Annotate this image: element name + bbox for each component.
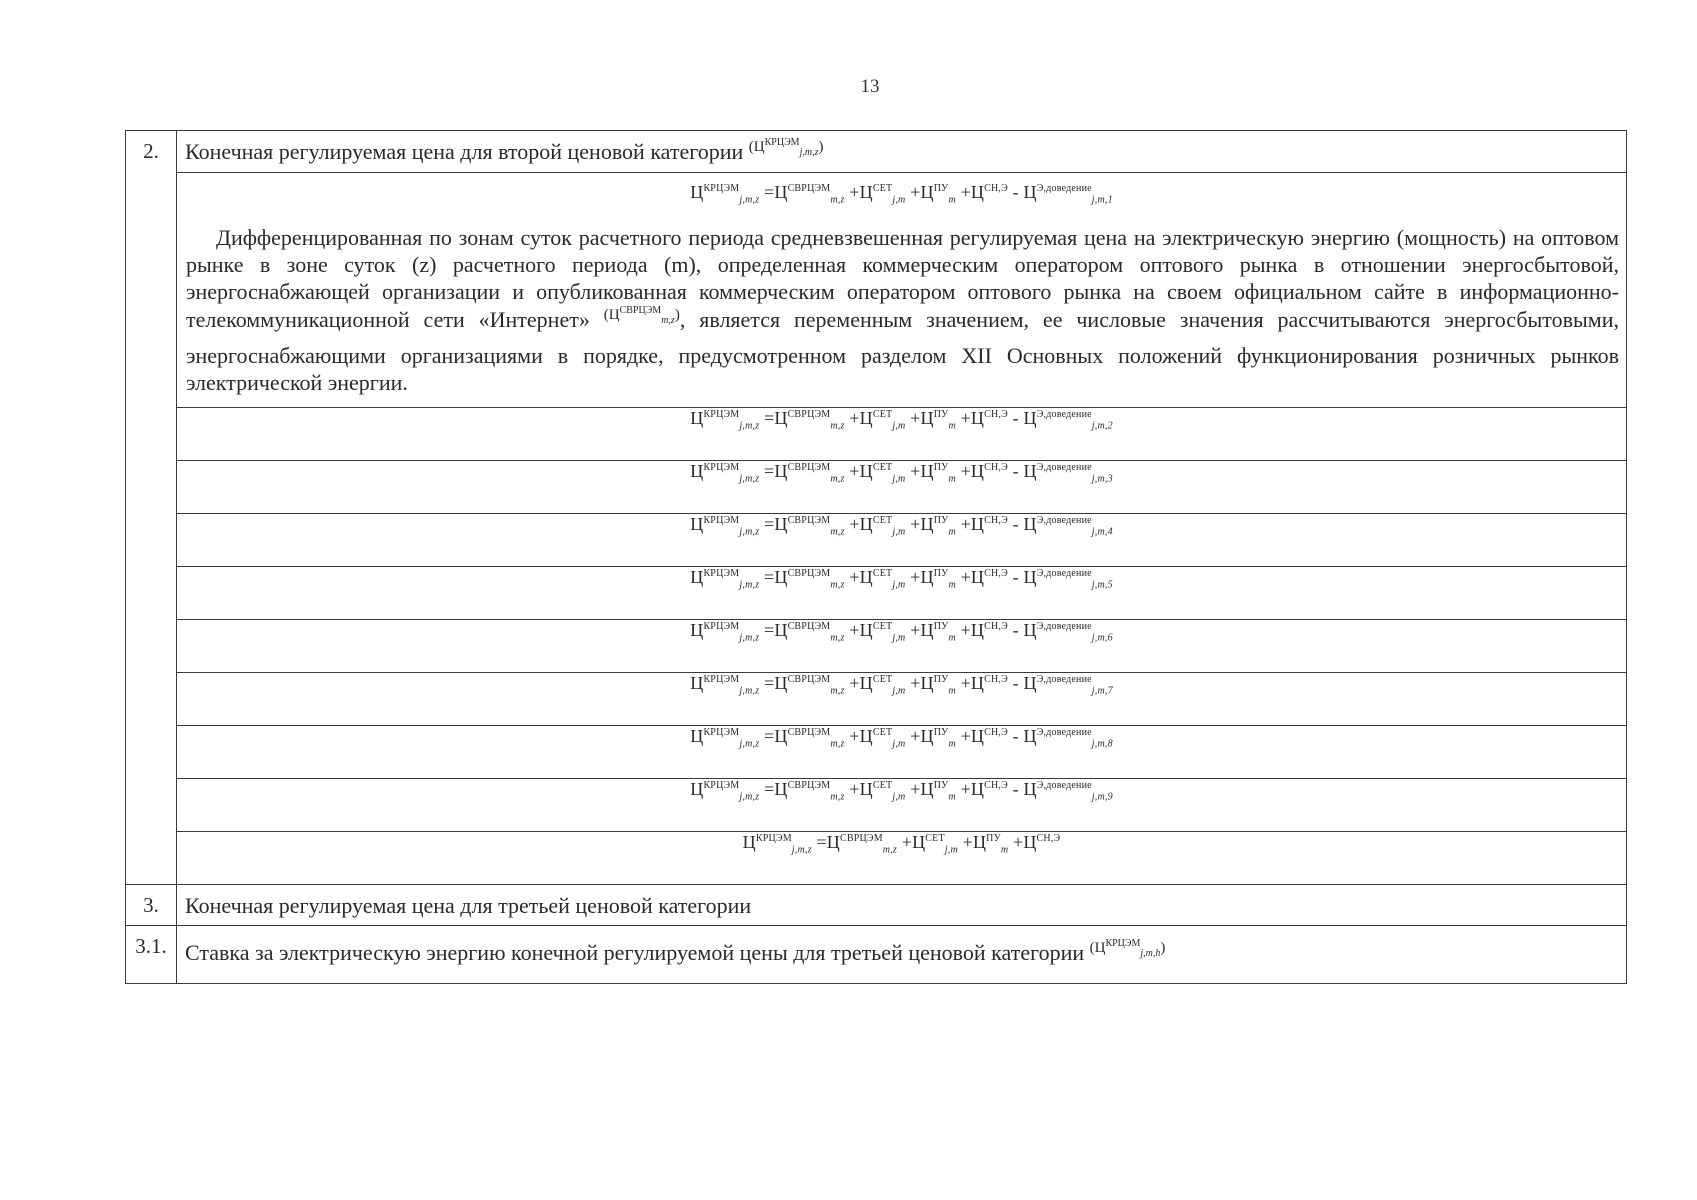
- formula-4: [177, 513, 1627, 566]
- formula-6: [177, 619, 1627, 672]
- formula-row: [126, 672, 1627, 725]
- formula-expression: $Ц^{КРЦЭМ}_{j,m,z} =Ц^{СВРЦЭМ}_{m,z} +Ц^{СЕТ}_{j,m} +Ц^{ПУ}_m +Ц^{СН,Э} - Ц^{Э,доведение}_{j,m,4}$: [690, 513, 1113, 538]
- formula-row: [126, 831, 1627, 884]
- formula-expression: $Ц^{КРЦЭМ}_{j,m,z} =Ц^{СВРЦЭМ}_{m,z} +Ц^{СЕТ}_{j,m} +Ц^{ПУ}_m +Ц^{СН,Э} - Ц^{Э,доведение}_{j,m,7}$: [690, 672, 1113, 697]
- formula-9: [177, 778, 1627, 831]
- formula-2: [177, 407, 1627, 460]
- formula-expression: $Ц^{КРЦЭМ}_{j,m,z} =Ц^{СВРЦЭМ}_{m,z} +Ц^{СЕТ}_{j,m} +Ц^{ПУ}_m +Ц^{СН,Э} - Ц^{Э,доведение}_{j,m,1}$: [690, 182, 1113, 206]
- formula-10: [177, 831, 1627, 884]
- formula-expression: $Ц^{КРЦЭМ}_{j,m,z} =Ц^{СВРЦЭМ}_{m,z} +Ц^{СЕТ}_{j,m} +Ц^{ПУ}_m +Ц^{СН,Э} - Ц^{Э,доведение}_{j,m,2}$: [690, 407, 1113, 432]
- paragraph-symbol: (ЦСВРЦЭМm,z): [603, 304, 680, 326]
- section-3-1-title-symbol: (ЦКРЦЭМj,m,h): [1089, 937, 1166, 959]
- section-2-number: 2.: [126, 131, 177, 885]
- section-3-number: 3.: [126, 884, 177, 925]
- section-2-title-symbol: (ЦКРЦЭМj,m,z): [748, 137, 824, 158]
- section-3-row: [126, 884, 1627, 925]
- formula-5: [177, 566, 1627, 619]
- formula-row: [126, 778, 1627, 831]
- paragraph-text-1: Дифференцированная по зонам суток расчетного периода средневзвешенная регулируемая цена на электрическую энергию (мощность) на оптовом рынке в зоне суток (z) расчетного периода (m), определенная коммерческим оператором оптового рынка в отношении энергосбытовой, энергоснабжающей организации и опубликованная коммерческим оператором оптового рынка на своем официальном сайте в информационно-телекоммуникационной сети «Интернет»: [186, 224, 1619, 332]
- section-3-1-title: Ставка за электрическую энергию конечной регулируемой цены для третьей ценовой категории: [185, 939, 1085, 965]
- section-2-title: Конечная регулируемая цена для второй ценовой категории: [185, 139, 744, 164]
- formula-row: [126, 725, 1627, 778]
- formula-row: [126, 513, 1627, 566]
- section-3-1-title-cell: [177, 925, 1627, 983]
- section-3-title: Конечная регулируемая цена для третьей ценовой категории: [177, 884, 1627, 925]
- formula-1: [178, 174, 1625, 206]
- formula-row: [126, 619, 1627, 672]
- formula-expression: $Ц^{КРЦЭМ}_{j,m,z} =Ц^{СВРЦЭМ}_{m,z} +Ц^{СЕТ}_{j,m} +Ц^{ПУ}_m +Ц^{СН,Э} - Ц^{Э,доведение}_{j,m,9}$: [690, 778, 1113, 803]
- page-number: 13: [860, 76, 880, 97]
- formula-expression: $Ц^{КРЦЭМ}_{j,m,z} =Ц^{СВРЦЭМ}_{m,z} +Ц^{СЕТ}_{j,m} +Ц^{ПУ}_m +Ц^{СН,Э} - Ц^{Э,доведение}_{j,m,8}$: [690, 725, 1113, 750]
- section-3-1-row: [126, 925, 1627, 983]
- formula-row: [126, 566, 1627, 619]
- formula-7: [177, 672, 1627, 725]
- formula-expression: $Ц^{КРЦЭМ}_{j,m,z} =Ц^{СВРЦЭМ}_{m,z} +Ц^{СЕТ}_{j,m} +Ц^{ПУ}_m +Ц^{СН,Э}$: [742, 831, 1061, 856]
- formula-expression: $Ц^{КРЦЭМ}_{j,m,z} =Ц^{СВРЦЭМ}_{m,z} +Ц^{СЕТ}_{j,m} +Ц^{ПУ}_m +Ц^{СН,Э} - Ц^{Э,доведение}_{j,m,6}$: [690, 619, 1113, 644]
- section-2-description-cell: [177, 173, 1627, 408]
- formula-8: [177, 725, 1627, 778]
- section-3-1-number: 3.1.: [126, 925, 177, 983]
- paragraph-text-2: , является переменным значением, ее числовые значения рассчитываются энергосбытовыми, энергоснабжающими организациями в порядке, предусмотренном разделом XII Основных положений функционирования розничных рынков электрической энергии.: [186, 306, 1619, 395]
- formula-3: [177, 460, 1627, 513]
- section-2-description-row: [126, 173, 1627, 408]
- section-2-title-cell: [177, 131, 1627, 173]
- formula-row: [126, 407, 1627, 460]
- formula-row: [126, 460, 1627, 513]
- section-2-header-row: [126, 131, 1627, 173]
- price-table: [125, 130, 1627, 984]
- formula-expression: $Ц^{КРЦЭМ}_{j,m,z} =Ц^{СВРЦЭМ}_{m,z} +Ц^{СЕТ}_{j,m} +Ц^{ПУ}_m +Ц^{СН,Э} - Ц^{Э,доведение}_{j,m,5}$: [690, 566, 1113, 591]
- section-2-paragraph: [178, 206, 1625, 406]
- formula-expression: $Ц^{КРЦЭМ}_{j,m,z} =Ц^{СВРЦЭМ}_{m,z} +Ц^{СЕТ}_{j,m} +Ц^{ПУ}_m +Ц^{СН,Э} - Ц^{Э,доведение}_{j,m,3}$: [690, 460, 1113, 485]
